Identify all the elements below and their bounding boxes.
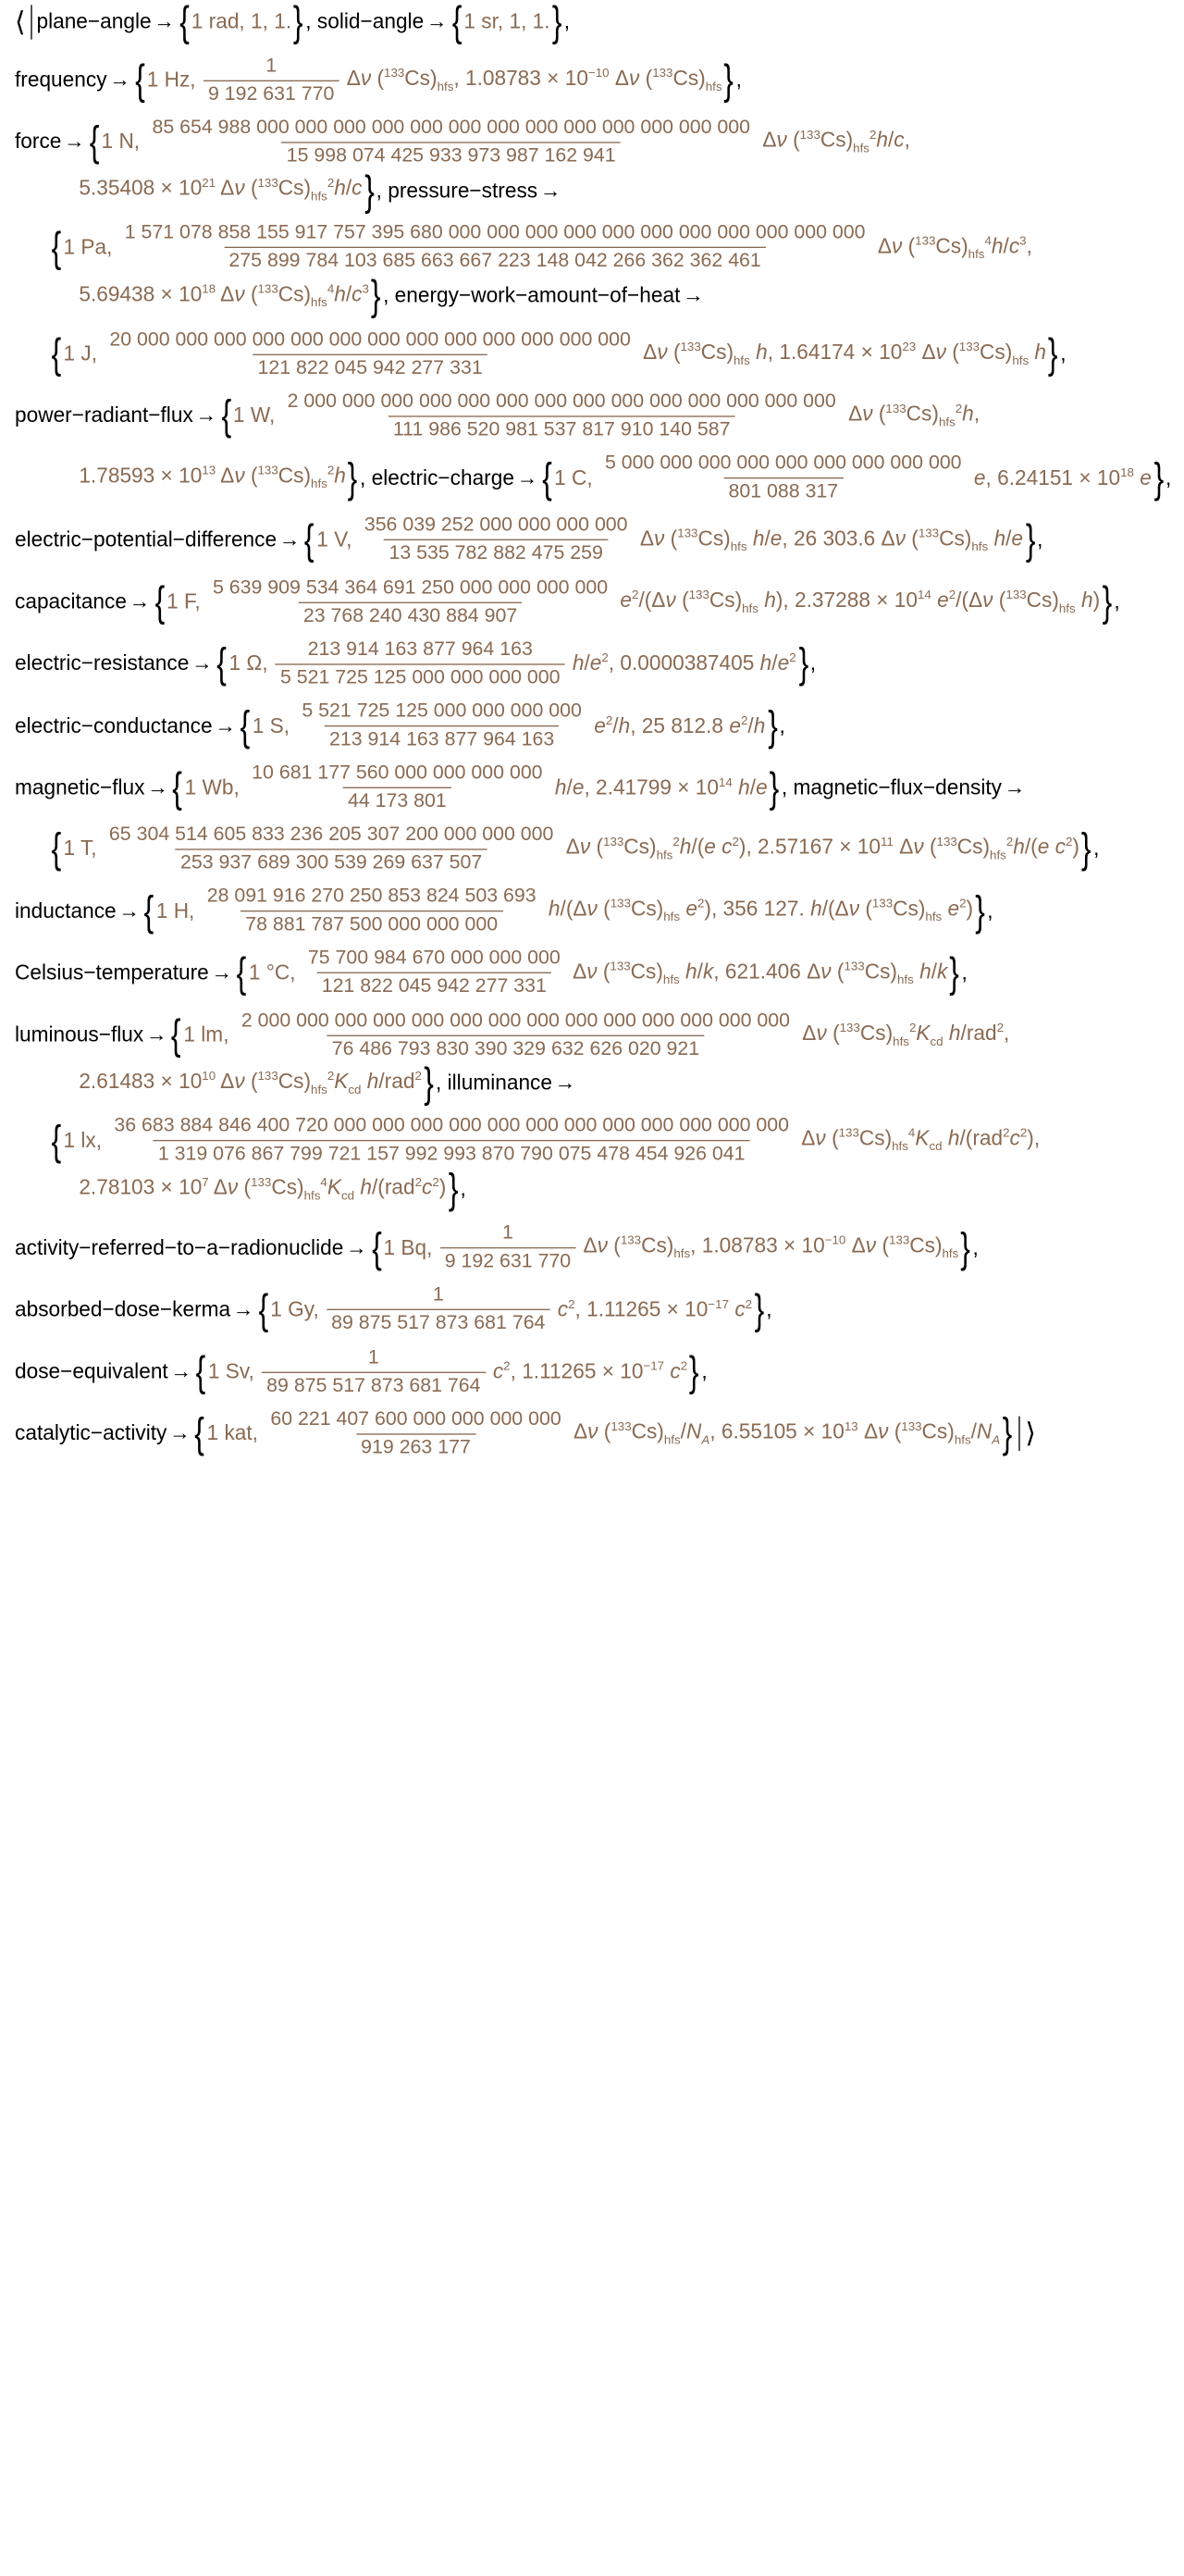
- association-line: $1.78593 \times 10^{13}$ Δν $(^{133}Cs)_{hfs}^2h$ } , electric−charge → { 1 C, $\frac{5 000 000 000 000 000 000 000 000 000}{801 088 317}$ e, $6.24151 \times 10^{18}$ e } ,: [79, 452, 1172, 502]
- association-line: { 1 T, $\frac{65 304 514 605 833 236 205 307 200 000 000 000}{253 937 689 300 539 269 637 507}$ Δν $(^{133}Cs)_{hfs}^2h/(e$ $c^2$), $2.57167 \times 10^{11}$ Δν $(^{133}Cs)_{hfs}^2h/(e$ $c^2$) } ,: [51, 824, 1100, 873]
- association-line: { 1 Pa, 1 571 078 858 155 917 757 395 680 000 000 000 000 000 000 000 000 000 000 000 275 899 784 103 685 663 667 223 148 042 266 362 362 461 Δν $(^{133}Cs)_{hfs}^4h/c^3$,: [51, 222, 1032, 272]
- association-line: activity−referred−to−a−radionuclide → { 1 Bq, $\frac{1}{9 192 631 770}$ Δν $(^{133}Cs)_{hfs}$, $1.08783 \times 10^{-10}$ Δν $(^{133}Cs)_{hfs}$ } ,: [14, 1222, 979, 1272]
- association-line: force → { 1 N, 85 654 988 000 000 000 000 000 000 000 000 000 000 000 000 000 15 998 074 425 933 973 987 162 941 Δν $(^{133}Cs)_{hfs}^2h/c$,: [14, 117, 910, 167]
- association-line: catalytic−activity → { 1 kat, $\frac{60 221 407 600 000 000 000 000}{919 263 177}$ Δν $(^{133}Cs)_{hfs}/N_A$, $6.55105 \times 10^{13}$ Δν $(^{133}Cs)_{hfs}/N_A$ } ⟩: [14, 1408, 1036, 1458]
- association-line: absorbed−dose−kerma → { 1 Gy, $\frac{1}{89 875 517 873 681 764}$ $c^2$, $1.11265 \times 10^{-17}$ $c^2$ } ,: [14, 1284, 772, 1334]
- association-line: magnetic−flux → { 1 Wb, $\frac{10 681 177 560 000 000 000 000}{44 173 801}$ h/e, $2.41799 \times 10^{14}$ h/e } , magnetic−flux−density →: [14, 762, 1026, 812]
- association-line: { 1 J, $\frac{20 000 000 000 000 000 000 000 000 000 000 000 000 000}{121 822 045 942 277 331}$ Δν $(^{133}Cs)_{hfs}$ h, $1.64174 \times 10^{23}$ Δν $(^{133}Cs)_{hfs}$ h } ,: [51, 328, 1067, 378]
- association-line: frequency → { 1 Hz, $\frac{1}{9 192 631 770}$ Δν $(^{133}Cs)_{hfs}$, $1.08783 \times 10^{-10}$ Δν $(^{133}Cs)_{hfs}$ } ,: [14, 55, 742, 105]
- association-line: ⟨ plane−angle → { 1 rad, 1, 1. } , solid−angle → { 1 sr, 1, 1. } ,: [14, 0, 571, 46]
- association-line: dose−equivalent → { 1 Sv, $\frac{1}{89 875 517 873 681 764}$ $c^2$, $1.11265 \times 10^{-17}$ $c^2$ } ,: [14, 1346, 708, 1396]
- association-line: capacitance → { 1 F, $\frac{5 639 909 534 364 691 250 000 000 000 000}{23 768 240 430 884 907}$ $e^2/(\Delta\nu$ $(^{133}Cs)_{hfs}$ h), $2.37288 \times 10^{14}$ $e^2/(\Delta\nu$ $(^{133}Cs)_{hfs}$ h) } ,: [14, 576, 1120, 626]
- association-line: $2.78103 \times 10^7$ Δν $(^{133}Cs)_{hfs}^4K_{cd}$ $h/(rad^2c^2)$ } ,: [79, 1165, 466, 1213]
- association-line: power−radiant−flux → { 1 W, $\frac{2 000 000 000 000 000 000 000 000 000 000 000 000 000 000}{111 986 520 981 537 817 910 140 587}$ Δν $(^{133}Cs)_{hfs}^2h$,: [14, 390, 980, 440]
- association-line: $5.69438 \times 10^{18}$ Δν $(^{133}Cs)_{hfs}^4h/c^3$ } , energy−work−amount−of−heat →: [79, 272, 704, 320]
- association-line: luminous−flux → { 1 lm, $\frac{2 000 000 000 000 000 000 000 000 000 000 000 000 000 000}{76 486 793 830 390 329 632 626 020 921}$ Δν $(^{133}Cs)_{hfs}^2K_{cd}$ h/rad$^2$,: [14, 1009, 1010, 1059]
- association-line: { 1 lx, 36 683 884 846 400 720 000 000 000 000 000 000 000 000 000 000 000 000 1 319 076 867 799 721 157 992 993 870 790 075 478 454 926 041 Δν $(^{133}Cs)_{hfs}^4K_{cd}$ $h/(rad^2c^2)$,: [51, 1115, 1041, 1165]
- association-line: electric−potential−difference → { 1 V, $\frac{356 039 252 000 000 000 000}{13 535 782 882 475 259}$ Δν $(^{133}Cs)_{hfs}$ h/e, 26 303.6 Δν $(^{133}Cs)_{hfs}$ h/e } ,: [14, 514, 1043, 564]
- association-line: $2.61483 \times 10^{10}$ Δν $(^{133}Cs)_{hfs}^2K_{cd}$ h/rad$^2$ } , illuminance →: [79, 1059, 576, 1108]
- association-line: $5.35408 \times 10^{21}$ Δν $(^{133}Cs)_{hfs}^2h/c$ } , pressure−stress →: [79, 167, 561, 215]
- association-line: electric−resistance → { 1 Ω, $\frac{213 914 163 877 964 163}{5 521 725 125 000 000 000 000}$ $h/e^2$, 0.0000387405 $h/e^2$ } ,: [14, 638, 817, 688]
- association-line: inductance → { 1 H, $\frac{28 091 916 270 250 853 824 503 693}{78 881 787 500 000 000 000}$ h/(Δν $(^{133}Cs)_{hfs}$ $e^2$), 356 127. h/(Δν $(^{133}Cs)_{hfs}$ $e^2$) } ,: [14, 886, 993, 935]
- association-line: electric−conductance → { 1 S, $\frac{5 521 725 125 000 000 000 000}{213 914 163 877 964 163}$ $e^2/h$, 25 812.8 $e^2/h$ } ,: [14, 700, 785, 750]
- association-line: Celsius−temperature → { 1 °C, $\frac{75 700 984 670 000 000 000}{121 822 045 942 277 331}$ Δν $(^{133}Cs)_{hfs}$ h/k, 621.406 Δν $(^{133}Cs)_{hfs}$ h/k } ,: [14, 947, 968, 997]
